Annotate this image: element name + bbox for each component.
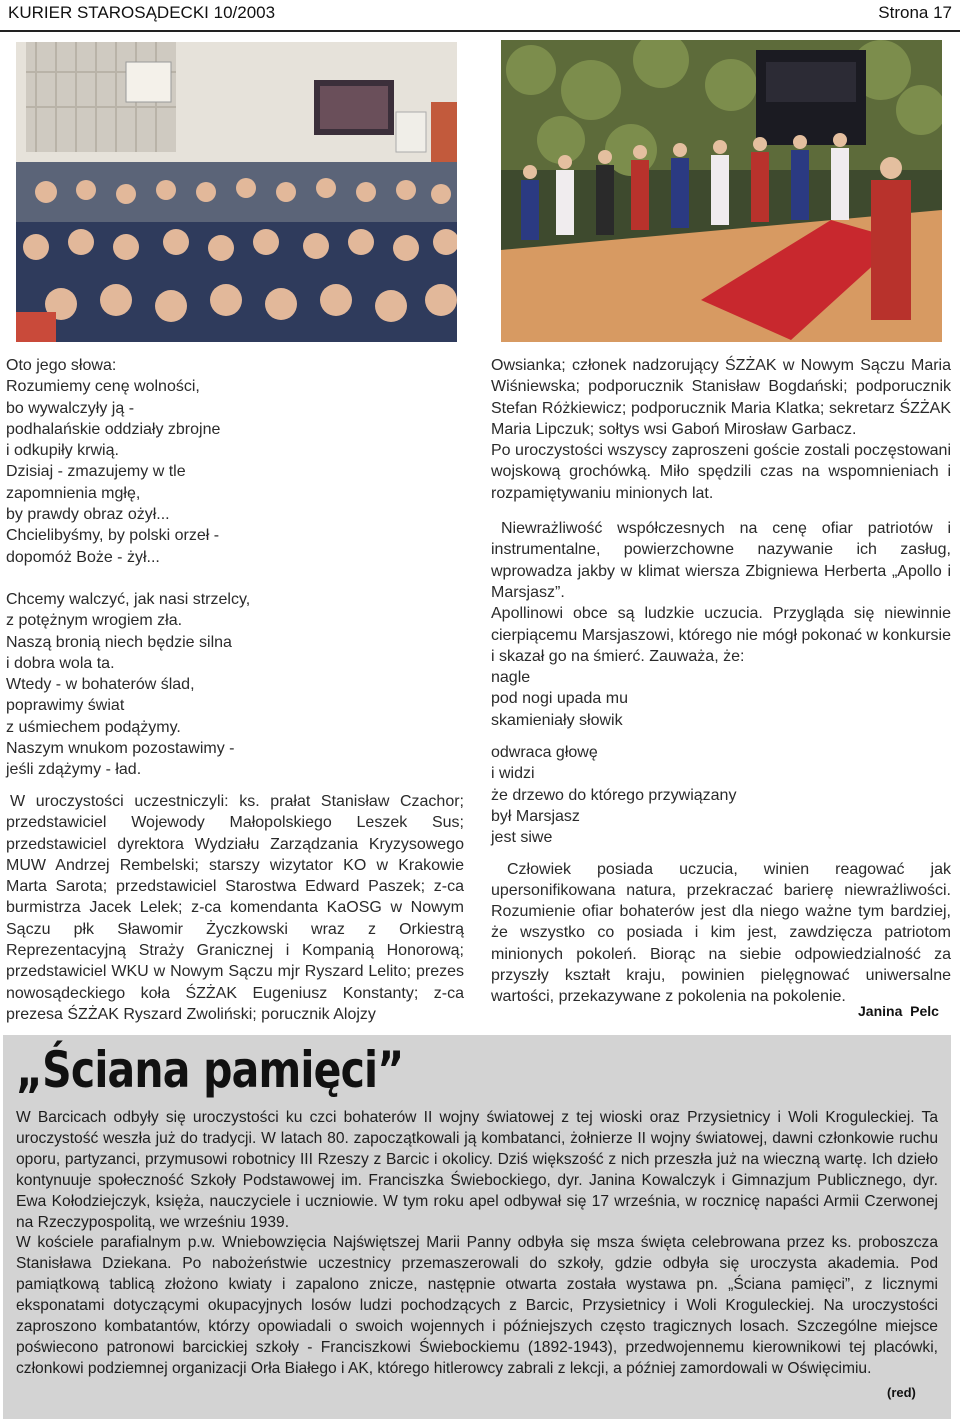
poem-line: i odkupiły krwią. — [6, 442, 119, 460]
poem-line: poprawimy świat — [6, 697, 125, 715]
poem-line: podhalańskie oddziały zbrojne — [6, 420, 221, 438]
quote-line: że drzewo do którego przywiązany — [491, 786, 737, 804]
participants-paragraph: W uroczystości uczestniczyli: ks. prałat Stanisław Czachor; przedstawiciel Wojewody Małopolskiego Leszek Sus; przedstawiciel dyrektora Wydziału Zarządzania Kryzysowego MUW Andrzej Rembelski; starszy wizytator KO w Krakowie Marta Sarota; przedstawiciel Starostwa Edward Paszek; z-ca burmistrza Jacek Lelek; z-ca komendanta KaOSG w Nowym Sączu płk Sławomir Życzkowski wraz z Orkiestrą Reprezentacyjną Straży Granicznej i Kompanią Honorową; przedstawiciel WKU w Nowym Sączu mjr Ryszard Lelito; prezes nowosądeckiego koła ŚZŻAK Eugeniusz Konstanty; z-ca prezesa ŚZŻAK Ryszard Zwoliński; porucznik Alojzy — [6, 793, 464, 1023]
quote-line: był Marsjasz — [491, 807, 580, 825]
poem-line: Chcielibyśmy, by polski orzeł - — [6, 527, 220, 545]
poem-line: Rozumiemy cenę wolności, — [6, 378, 200, 396]
poem-line: Dzisiaj - zmazujemy w tle — [6, 463, 186, 481]
poem-line: Naszym wnukom pozostawimy - — [6, 740, 235, 758]
paragraph: Apollinowi obce są ludzkie uczucia. Przygląda się niewinnie cierpiącemu Marsjaszowi, którego nie mógł pokonać w konkursie i skazał go na śmierć. Zauważa, że: — [491, 605, 951, 665]
poem-line: by prawdy obraz ożył... — [6, 506, 170, 524]
article-body — [16, 1108, 938, 1380]
quote-line: odwraca głowę — [491, 744, 598, 762]
audience-photo — [16, 42, 457, 342]
publication-title: KURIER STAROSĄDECKI 10/2003 — [8, 3, 276, 22]
paragraph: Człowiek posiada uczucia, winien reagować jak upersonifikowana natura, przekraczać barierę niewrażliwości. Rozumienie ofiar bohaterów jest dla niego ważne tym bardziej, że wszystko co posiada i kim jest, zawdzięcza patriotom minionych pokoleń. Biorąc na siebie odpowiedzialność za przyszły kształt kraju, powinien pielęgnować uniwersalne wartości, przekazywane z pokolenia na pokolenie. — [491, 860, 951, 1006]
quote-line: nagle — [491, 669, 531, 687]
poem — [6, 355, 466, 781]
paragraph: Owsianka; członek nadzorujący ŚZŻAK w Nowym Sączu Maria Wiśniewska; podporucznik Stanisław Bogdański; podporucznik Stefan Różkiewicz; podporucznik Maria Klatka; sekretarz ŚZŻAK Maria Lipczuk; sołtys wsi Gaboń Mirosław Garbacz. — [491, 357, 951, 438]
page-number: Strona 17 — [878, 3, 952, 22]
poem-line: Chcemy walczyć, jak nasi strzelcy, — [6, 590, 251, 608]
poem-line: Oto jego słowa: — [6, 357, 117, 374]
quote-line: i widzi — [491, 765, 535, 783]
poem-line: dopomóż Boże - żył... — [6, 548, 160, 566]
poem-line: z potężnym wrogiem zła. — [6, 612, 183, 630]
poem-line: Wtedy - w bohaterów ślad, — [6, 676, 195, 694]
article-signature: (red) — [887, 1385, 916, 1400]
quote-line: skamieniały słowik — [491, 711, 623, 729]
poem-line: jeśli zdążymy - ład. — [6, 761, 142, 779]
paragraph: W Barcicach odbyły się uroczystości ku czci bohaterów II wojny światowej z tej wioski oraz Przysietnicy i Woli Kroguleckiej. Ta uroczystość weszła już do tradycji. W latach 80. zapoczątkowali ją kombatanci, żołnierze II wojny światowej, dawni członkowie ruchu oporu, partyzanci, przymusowi robotnicy III Rzeszy z Barcic i okolicy. Dziś większość z nich przeszła już na wieczną wartę. Ich dzieło kontynuuje społeczność Szkoły Podstawowej im. Franciszka Świebockiego, dyr. Janina Kowalczyk i Gimnazjum Publicznego, dyr. Ewa Kołodziejczyk, księża, nauczyciele i uczniowie. W tym roku apel odbywał się 17 września, w rocznicę napaści Armii Czerwonej na Rzeczypospolitą, we wrześniu 1939. — [16, 1109, 938, 1231]
paragraph: Niewrażliwość współczesnych na cenę ofiar patriotów i instrumentalne, powierzchowne nazywanie ich zasług, wprowadza jakby w klimat wiersza Zbigniewa Herberta „Apollo i Marsjasz”. — [491, 520, 951, 601]
poem-line: i dobra wola ta. — [6, 654, 115, 672]
poem-line: Naszą bronią niech będzie silna — [6, 633, 232, 651]
folk-dance-photo — [501, 40, 942, 342]
quote-line: jest siwe — [491, 829, 553, 847]
poem-line: zapomnienia mgłę, — [6, 484, 141, 502]
page-header — [0, 0, 960, 32]
poem-line: bo wywalczyły ją - — [6, 399, 135, 417]
quote-line: pod nogi upada mu — [491, 690, 628, 708]
paragraph: Po uroczystości wszyscy zaproszeni goście zostali poczęstowani wojskową grochówką. Miło spędzili czas na wspomnieniach i rozpamiętywaniu minionych lat. — [491, 442, 951, 502]
article-title: „Ściana pamięci” — [16, 1041, 404, 1099]
paragraph: W kościele parafialnym p.w. Wniebowzięcia Najświętszej Marii Panny odbyła się msza święta celebrowana przez ks. proboszcza Stanisława Dziekana. Po nabożeństwie uczestnicy przemaszerowali do szkoły, gdzie odbyła się uroczysta akademia. Pod pamiątkową tablicą złożono kwiaty i zapalono znicze, następnie otwarta została wystawa pn. „Ściana pamięci”, z licznymi eksponatami dotyczącymi okupacyjnych losów ludzi pochodzących z Barcic, Przysietnicy i Woli Kroguleckiej. Na uroczystości zaproszono kombatantów, którzy opowiadali o swoich wojennych i późniejszych często tragicznych losach. Szczególne miejsce poświecono patronowi barcickiej szkoły - Franciszkowi Świebockiemu (1892-1943), przedwojennemu kierownikowi tej placówki, członkowi podziemnej organizacji Orła Białego i AK, którego hitlerowcy zabrali z lekcji, a później zamordowali w Oświęcimiu. — [16, 1234, 938, 1377]
author-signature: Janina Pelc — [858, 1003, 939, 1019]
right-column — [491, 355, 951, 1008]
poem-line: z uśmiechem podążymy. — [6, 718, 181, 736]
